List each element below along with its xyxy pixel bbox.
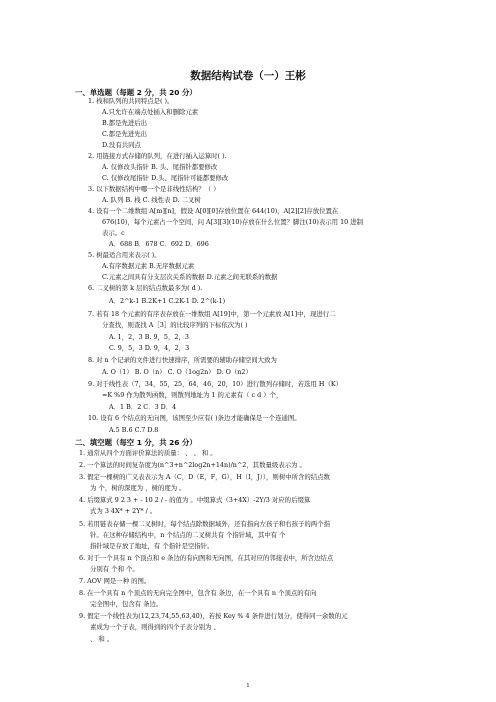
section-heading-single-choice: 一、单选题（每题 2 分，共 20 分） xyxy=(75,88,197,97)
fill-line: 8. 在一个具有 n 个顶点的无向完全图中，包含有 条边，在一个具有 n 个顶点的有向 xyxy=(79,589,317,597)
section-heading-fill-in: 二、填空题（每空 1 分，共 26 分） xyxy=(75,438,197,447)
question-line: A. 1，2，3 B. 9，5，2，3 xyxy=(109,333,189,341)
question-line: B.都是先进后出 xyxy=(102,119,148,127)
question-line: A.有序数据元素 B.无序数据元素 xyxy=(102,262,195,270)
fill-line: 式为 3 4X* + 2Y* / 。 xyxy=(90,507,157,515)
question-line: A. 仅修改头指针 B. 头、尾指针都要修改 xyxy=(102,163,218,171)
question-line: 6. 二叉树的第 k 层的结点数最多为( d ). xyxy=(88,284,203,292)
fill-line: 针。在这种存储结构中，n 个结点的二叉树共有 个指针域，其中有 个 xyxy=(90,531,286,539)
question-line: A. O（1） B. O（n） C. O（1og2n） D. O（n2） xyxy=(102,368,252,376)
question-line: D.没有共同点 xyxy=(102,141,141,149)
fill-line: 1. 通常从四个方面评价算法的质量： 、 、 和 。 xyxy=(79,449,217,457)
question-line: 1. 栈和队列的共同特点是( )。 xyxy=(88,97,174,105)
question-line: A．688 B．678 C．692 D．696 xyxy=(109,240,209,248)
fill-line: 5. 若用链表存储一棵二叉树时，每个结点除数据域外，还有指向左孩子和右孩子的两个指 xyxy=(79,520,330,528)
question-line: A. 队列 B. 栈 C. 线性表 D. 二叉树 xyxy=(102,196,201,204)
question-line: 9. 对于线性表（7，34，55，25，64，46，20，10）进行散列存储时，若选用 H（K） xyxy=(88,380,343,388)
fill-line: 为 个，树的深度为 ，树的度为 。 xyxy=(90,484,186,492)
question-line: A．1 B．2 C．3 D．4 xyxy=(109,403,177,411)
question-line: 4. 设有一个二维数组 A[m][n]，假设 A[0][0]存放位置在 644(10)，A[2][2]存放位置在 xyxy=(88,207,339,215)
fill-line: 6. 对于一个具有 n 个顶点和 e 条边的有向图和无向图，在其对应的邻接表中，所含边结点 xyxy=(79,554,334,562)
fill-line: 9. 假定一个线性表为(12,23,74,55,63,40)，若按 Key % 4 条件进行划分，使得同一余数的元 xyxy=(79,612,348,620)
fill-line: 完全图中，包含有 条边。 xyxy=(90,600,163,608)
question-line: C.元素之间具有分支层次关系的数据 D.元素之间无联系的数据 xyxy=(102,273,278,281)
question-line: 分查找，则查找 A［3］的比较序列的下标依次为( ) xyxy=(102,321,248,329)
question-line: =K %9 作为散列函数，则散列地址为 1 的元素有（ c d ）个， xyxy=(102,391,283,399)
question-line: A.只允许在端点处插入和删除元素 xyxy=(102,108,199,116)
question-line: 3. 以下数据结构中哪一个是非线性结构？（ ） xyxy=(88,185,220,193)
fill-line: 素成为一个子表，则得到的四个子表分别为 、 xyxy=(90,623,220,631)
document-title: 数据结构试卷（一）王彬 xyxy=(190,70,306,82)
question-line: 7. 若有 18 个元素的有序表存放在一维数组 A[19]中，第一个元素放 A[1]中，现进行二 xyxy=(88,310,336,318)
fill-line: 、 和 。 xyxy=(90,635,114,643)
fill-line: 4. 后缀算式 9 2 3 + - 10 2 / - 的值为 。中缀算式（3+4X）-2Y/3 对应的后缀算 xyxy=(79,496,311,504)
question-line: A．2^k-1 B.2K+1 C.2K-1 D. 2^(k-1) xyxy=(109,297,226,305)
question-line: 2. 用链接方式存储的队列，在进行插入运算时( ). xyxy=(88,152,227,160)
fill-line: 2. 一个算法的时间复杂度为(n^3+n^2log2n+14n)/n^2，其数量级表示为 。 xyxy=(79,461,306,469)
question-line: 表示。c xyxy=(102,229,125,237)
page-number: 1 xyxy=(246,683,250,689)
fill-line: 分别有 个和 个。 xyxy=(90,565,139,573)
question-line: 10. 设有 6 个结点的无向图，该图至少应有( )条边才能确保是一个连通图。 xyxy=(88,414,301,422)
question-line: C.都是先进先出 xyxy=(102,130,148,138)
question-line: A.5 B.6 C.7 D.8 xyxy=(109,426,159,434)
question-line: C. 9，5，3 D. 9，4，2，3 xyxy=(109,344,190,352)
question-line: 8. 对 n 个记录的文件进行快速排序，所需要的辅助存储空间大致为 xyxy=(88,356,277,364)
fill-line: 指针域是存放了地址，有 个指针是空指针。 xyxy=(90,542,214,550)
question-line: C. 仅修改尾指针 D.头、尾指针可能都要修改 xyxy=(102,174,229,182)
fill-line: 7. AOV 网是一种 的图。 xyxy=(79,577,151,585)
question-line: 676(10)，每个元素占一个空间，问 A[3][3](10)存放在什么位置？脚注(10)表示用 10 进制 xyxy=(102,218,364,226)
question-line: 5. 树最适合用来表示( )。 xyxy=(88,251,161,259)
fill-line: 3. 假定一棵树的广义表表示为 A（C，D（E，F，G），H（I，J）），则树中所含的结点数 xyxy=(79,473,330,481)
